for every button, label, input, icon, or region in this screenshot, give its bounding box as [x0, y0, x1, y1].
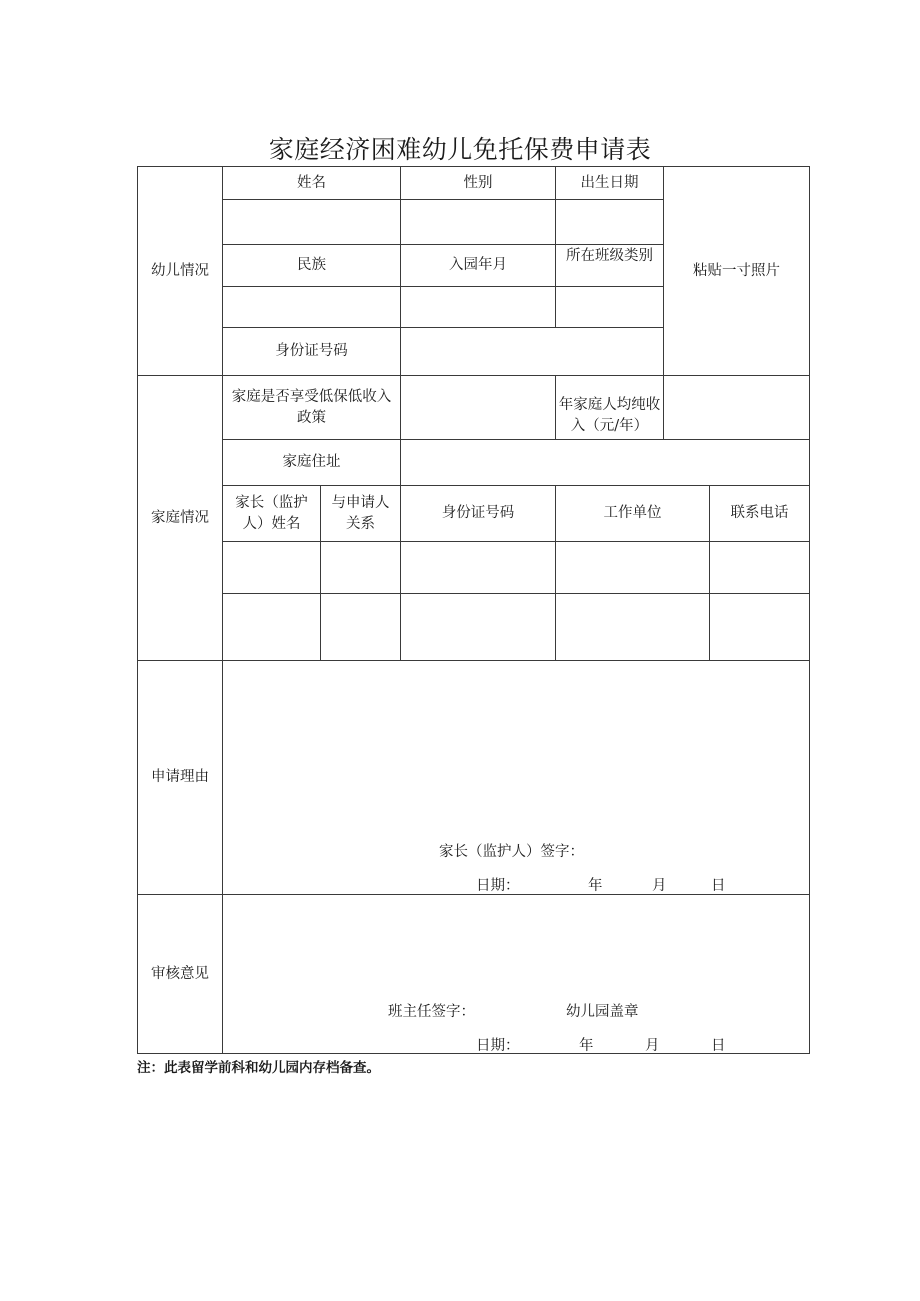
- header-class-type: 所在班级类别: [555, 244, 664, 287]
- child-enroll-date-field[interactable]: [400, 286, 556, 328]
- header-child-id: 身份证号码: [222, 327, 401, 376]
- header-guardian-name: 家长（监护人）姓名: [222, 485, 321, 542]
- header-relation: 与申请人关系: [320, 485, 401, 542]
- header-employer: 工作单位: [555, 485, 710, 542]
- header-name: 姓名: [222, 166, 401, 200]
- header-low-income-policy: 家庭是否享受低保低收入政策: [222, 375, 401, 440]
- income-per-capita-field[interactable]: [663, 375, 810, 440]
- address-field[interactable]: [400, 439, 810, 486]
- header-gender: 性别: [400, 166, 556, 200]
- teacher-sign-label: 班主任签字：: [388, 1004, 475, 1020]
- footnote: 注：此表留学前科和幼儿园内存档备查。: [137, 1060, 380, 1076]
- section-label-family: 家庭情况: [137, 375, 223, 661]
- guardian1-id-field[interactable]: [400, 541, 556, 594]
- child-id-field[interactable]: [400, 327, 664, 376]
- reason-guardian-sign-label: 家长（监护人）签字：: [439, 844, 584, 860]
- guardian2-name-field[interactable]: [222, 593, 321, 661]
- review-year-label: 年: [579, 1038, 594, 1054]
- reason-date-label: 日期：: [476, 878, 520, 894]
- guardian2-relation-field[interactable]: [320, 593, 401, 661]
- review-date-label: 日期：: [476, 1038, 520, 1054]
- guardian1-phone-field[interactable]: [709, 541, 810, 594]
- photo-box: 粘贴一寸照片: [663, 166, 810, 376]
- guardian2-id-field[interactable]: [400, 593, 556, 661]
- child-ethnicity-field[interactable]: [222, 286, 401, 328]
- guardian1-relation-field[interactable]: [320, 541, 401, 594]
- guardian1-name-field[interactable]: [222, 541, 321, 594]
- header-phone: 联系电话: [709, 485, 810, 542]
- header-enroll-date: 入园年月: [400, 244, 556, 287]
- header-guardian-id: 身份证号码: [400, 485, 556, 542]
- reason-month-label: 月: [652, 878, 667, 894]
- low-income-policy-field[interactable]: [400, 375, 556, 440]
- guardian2-phone-field[interactable]: [709, 593, 810, 661]
- section-label-reason: 申请理由: [137, 660, 223, 895]
- guardian1-employer-field[interactable]: [555, 541, 710, 594]
- page-title: 家庭经济困难幼儿免托保费申请表: [268, 135, 652, 164]
- section-label-review: 审核意见: [137, 894, 223, 1054]
- review-month-label: 月: [645, 1038, 660, 1054]
- header-address: 家庭住址: [222, 439, 401, 486]
- header-ethnicity: 民族: [222, 244, 401, 287]
- reason-year-label: 年: [588, 878, 603, 894]
- section-label-child: 幼儿情况: [137, 166, 223, 376]
- child-name-field[interactable]: [222, 199, 401, 245]
- guardian2-employer-field[interactable]: [555, 593, 710, 661]
- reason-day-label: 日: [711, 878, 726, 894]
- header-birth-date: 出生日期: [555, 166, 664, 200]
- review-field[interactable]: [222, 894, 810, 1054]
- child-gender-field[interactable]: [400, 199, 556, 245]
- child-class-type-field[interactable]: [555, 286, 664, 328]
- kindergarten-stamp-label: 幼儿园盖章: [566, 1004, 639, 1020]
- header-income-per-capita: 年家庭人均纯收入（元/年）: [555, 375, 664, 440]
- child-birth-date-field[interactable]: [555, 199, 664, 245]
- review-day-label: 日: [711, 1038, 726, 1054]
